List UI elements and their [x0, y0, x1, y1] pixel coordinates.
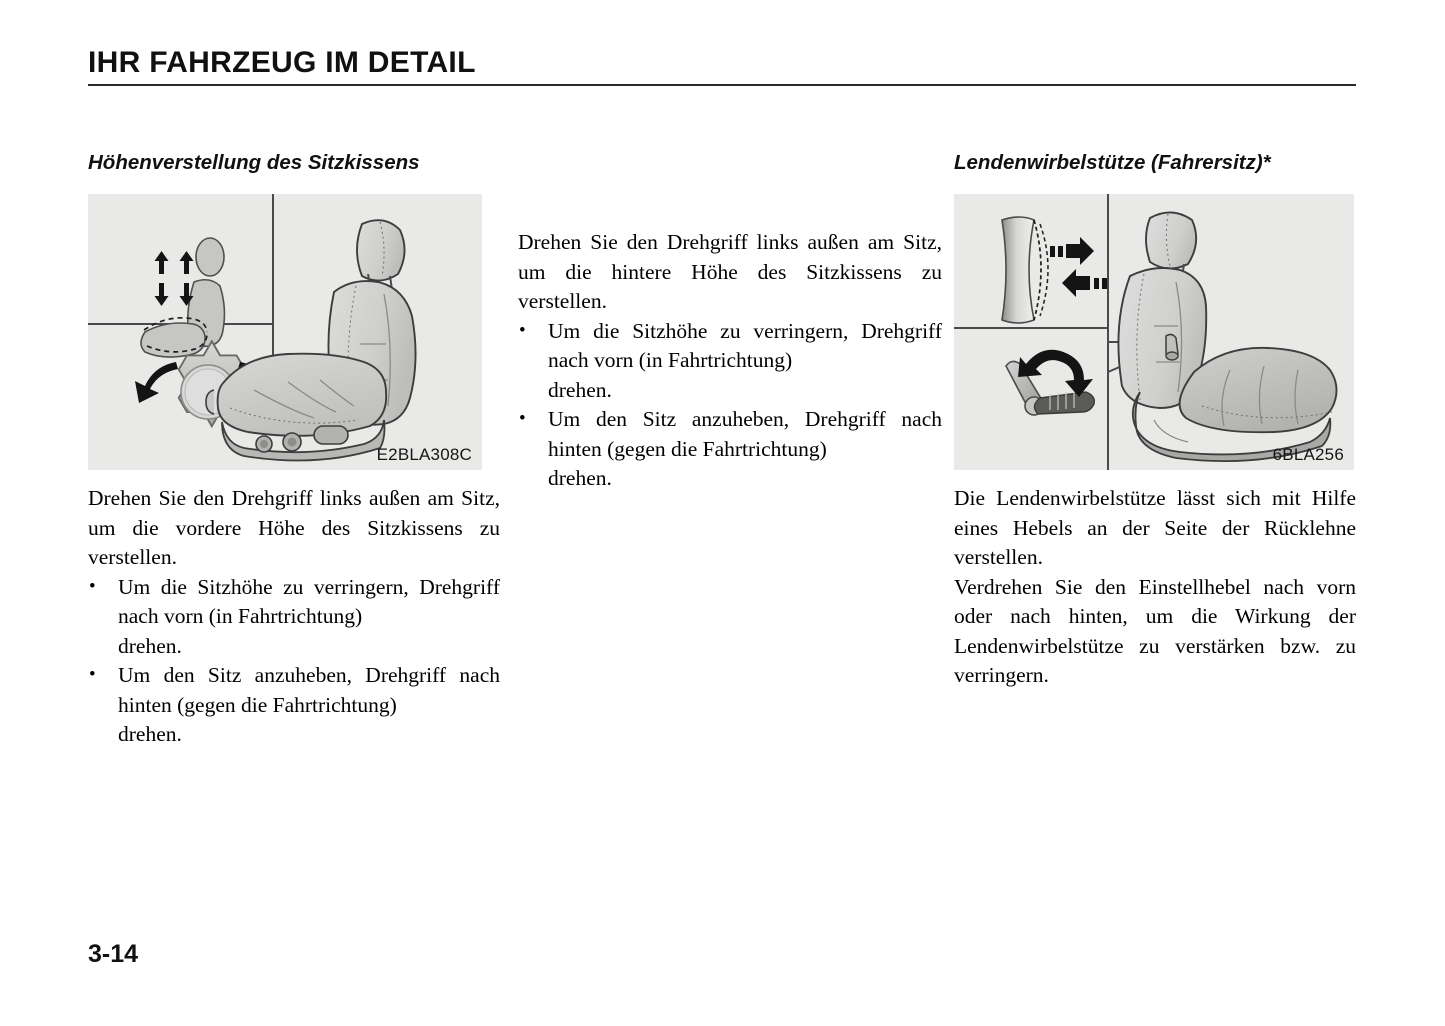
bullet-item: [518, 317, 942, 406]
page-title: IHR FAHRZEUG IM DETAIL: [88, 46, 476, 79]
page-header: [88, 46, 1356, 86]
bullet-text: Um den Sitz anzuheben, Drehgriff nach hinten (gegen die Fahrtrichtung): [548, 407, 942, 461]
seat-cushion-front-intro: Drehen Sie den Drehgriff links außen am Sitz, um die vordere Höhe des Sitzkissens zu verstellen.: [88, 486, 500, 569]
seat-cushion-rear-intro: Drehen Sie den Drehgriff links außen am Sitz, um die hintere Höhe des Sitzkissens zu verstellen.: [518, 230, 942, 313]
column-left: [88, 150, 500, 750]
column-middle: [518, 150, 942, 494]
header-divider: [88, 84, 1356, 86]
bullet-text-last-line: drehen.: [118, 722, 182, 746]
figure-seat-cushion-height: [88, 194, 482, 470]
figure-lumbar-support: [954, 194, 1354, 470]
figure-caption-right: 6BLA256: [1272, 445, 1344, 464]
bullet-item: [518, 405, 942, 494]
bullet-text-last-line: drehen.: [118, 633, 182, 658]
bullet-text-last-line: drehen.: [548, 466, 612, 490]
car-seat-lumbar-illustration: [954, 194, 1354, 470]
seat-cushion-front-bullets: [88, 573, 500, 750]
column-right: [954, 150, 1356, 691]
section-heading-lumbar-support: Lendenwirbelstütze (Fahrersitz)*: [954, 151, 1271, 174]
bullet-text: Um den Sitz anzuheben, Drehgriff nach hinten (gegen die Fahrtrichtung): [118, 663, 500, 717]
bullet-text: Um die Sitzhöhe zu verringern, Drehgriff nach vorn (in Fahrtrichtung): [118, 574, 500, 628]
lumbar-paragraph-2: Verdrehen Sie den Einstellhebel nach vorn oder nach hinten, um die Wirkung der Lendenwirbelstütze zu verstärken bzw. zu verringern.: [954, 574, 1356, 687]
car-seat-illustration: [88, 194, 482, 470]
section-heading-seat-cushion-height: Höhenverstellung des Sitzkissens: [88, 151, 420, 174]
seat-cushion-rear-bullets: [518, 317, 942, 494]
figure-caption-left: E2BLA308C: [376, 445, 472, 464]
bullet-text-last-line: drehen.: [548, 377, 612, 402]
lumbar-paragraph-1: Die Lendenwirbelstütze lässt sich mit Hilfe eines Hebels an der Seite der Rücklehne verstellen.: [954, 486, 1356, 569]
bullet-item: [88, 573, 500, 662]
page-number: 3-14: [88, 940, 139, 968]
bullet-text: Um die Sitzhöhe zu verringern, Drehgriff nach vorn (in Fahrtrichtung): [548, 318, 942, 372]
bullet-item: [88, 661, 500, 750]
lumbar-lever-callout-icon: [1166, 334, 1178, 360]
